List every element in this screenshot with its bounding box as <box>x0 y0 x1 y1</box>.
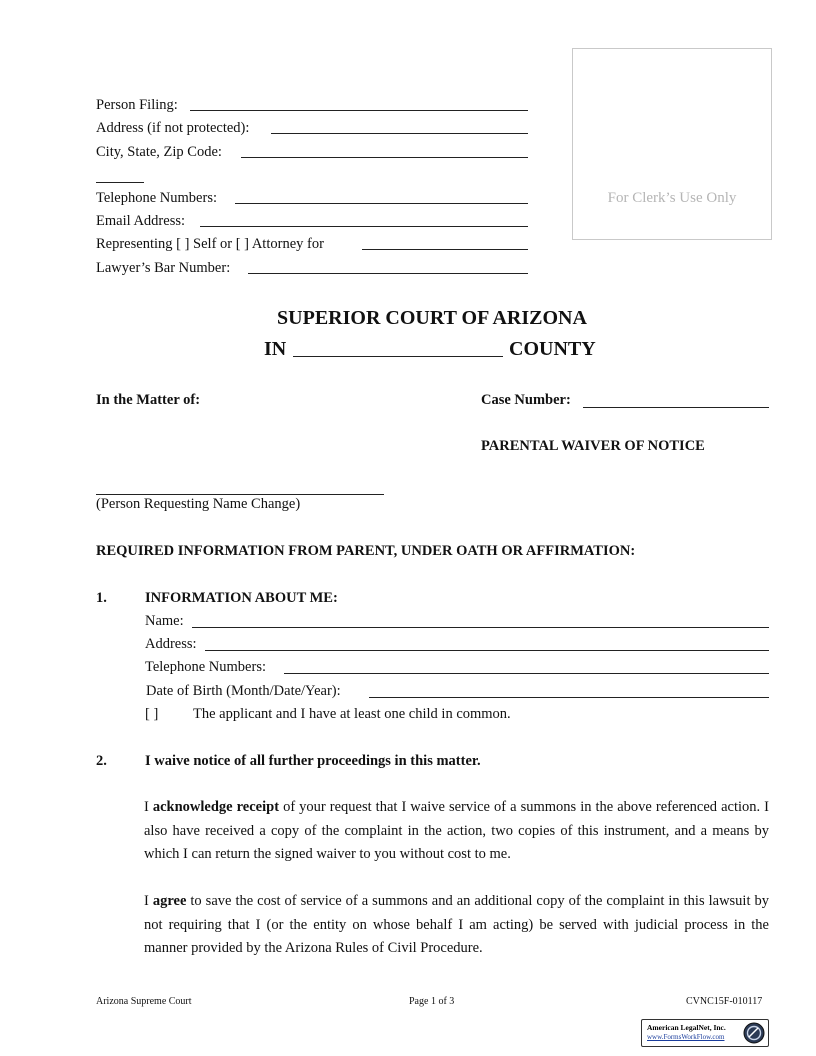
acknowledge-prefix: I <box>144 799 153 815</box>
name-field[interactable] <box>192 627 769 628</box>
address-field[interactable] <box>271 133 528 134</box>
court-title: SUPERIOR COURT OF ARIZONA <box>277 307 587 329</box>
agree-text: to save the cost of service of a summons and an additional copy of the complaint in this lawsuit by not requiring that I (or the entity on whose behalf I am acting) be served with judicial process in the manner provided by the Arizona Rules of Civil Procedure. <box>144 893 769 956</box>
agree-paragraph <box>144 890 769 961</box>
representing-label: Representing [ ] Self or [ ] Attorney for <box>96 236 324 252</box>
court-county-label: COUNTY <box>509 338 596 360</box>
court-in-label: IN <box>264 338 287 360</box>
section-1-title: INFORMATION ABOUT ME: <box>145 590 338 606</box>
section-2-number: 2. <box>96 753 107 769</box>
address-row <box>96 119 249 137</box>
representing-field[interactable] <box>362 249 528 250</box>
clerk-use-label: For Clerk’s Use Only <box>607 190 737 206</box>
email-field[interactable] <box>200 226 528 227</box>
footer-page-number: Page 1 of 3 <box>409 996 455 1007</box>
footer-left: Arizona Supreme Court <box>96 996 192 1007</box>
person-filing-row <box>96 96 178 114</box>
my-address-label: Address: <box>145 636 197 652</box>
address-label: Address (if not protected): <box>96 120 250 136</box>
bar-number-label: Lawyer’s Bar Number: <box>96 260 231 276</box>
my-telephone-field[interactable] <box>284 673 769 674</box>
my-telephone-label: Telephone Numbers: <box>145 659 266 675</box>
city-row <box>96 143 222 161</box>
globe-icon <box>743 1022 765 1044</box>
person-filing-field[interactable] <box>190 110 528 111</box>
dob-field[interactable] <box>369 697 769 698</box>
logo-website-link[interactable]: www.FormsWorkFlow.com <box>647 1033 725 1041</box>
telephone-field[interactable] <box>235 203 528 204</box>
case-number-label: Case Number: <box>481 392 571 408</box>
email-label: Email Address: <box>96 213 186 229</box>
name-label: Name: <box>145 613 184 629</box>
acknowledge-receipt-emphasis: acknowledge receipt <box>152 799 280 815</box>
section-2-title: I waive notice of all further proceedings in this matter. <box>145 753 481 769</box>
common-child-text: The applicant and I have at least one child in common. <box>193 706 511 722</box>
agree-prefix: I <box>144 893 153 909</box>
city-label: City, State, Zip Code: <box>96 144 222 160</box>
logo-company-name: American LegalNet, Inc. <box>647 1023 726 1032</box>
my-address-field[interactable] <box>205 650 769 651</box>
telephone-label: Telephone Numbers: <box>96 190 217 206</box>
document-title: PARENTAL WAIVER OF NOTICE <box>481 438 705 454</box>
section-1-number: 1. <box>96 590 107 606</box>
in-the-matter-label: In the Matter of: <box>96 392 201 408</box>
bar-number-row <box>96 259 230 277</box>
clerk-use-box <box>572 48 772 240</box>
footer-form-code: CVNC15F-010117 <box>686 996 763 1007</box>
agree-emphasis: agree <box>152 893 187 909</box>
person-filing-label: Person Filing: <box>96 97 178 113</box>
court-county-line <box>264 337 286 361</box>
bar-number-field[interactable] <box>248 273 528 274</box>
city-field-continuation[interactable] <box>96 182 144 183</box>
dob-label: Date of Birth (Month/Date/Year): <box>146 683 341 699</box>
case-number-field[interactable] <box>583 407 769 408</box>
telephone-row <box>96 189 217 207</box>
american-legalnet-logo <box>641 1019 769 1047</box>
required-info-heading: REQUIRED INFORMATION FROM PARENT, UNDER OATH OR AFFIRMATION: <box>96 543 636 559</box>
acknowledge-paragraph <box>144 796 769 867</box>
city-field[interactable] <box>241 157 528 158</box>
acknowledge-text: of your request that I waive service of a summons in the above referenced action. I also have received a copy of the complaint in the action, two copies of this instrument, and a means by which I can return the signed waiver to you without cost to me. <box>144 799 769 862</box>
email-row <box>96 212 185 230</box>
person-requesting-label: (Person Requesting Name Change) <box>96 496 301 512</box>
county-field[interactable] <box>293 356 503 357</box>
common-child-checkbox[interactable]: [ ] <box>145 706 159 722</box>
representing-row <box>96 235 324 253</box>
